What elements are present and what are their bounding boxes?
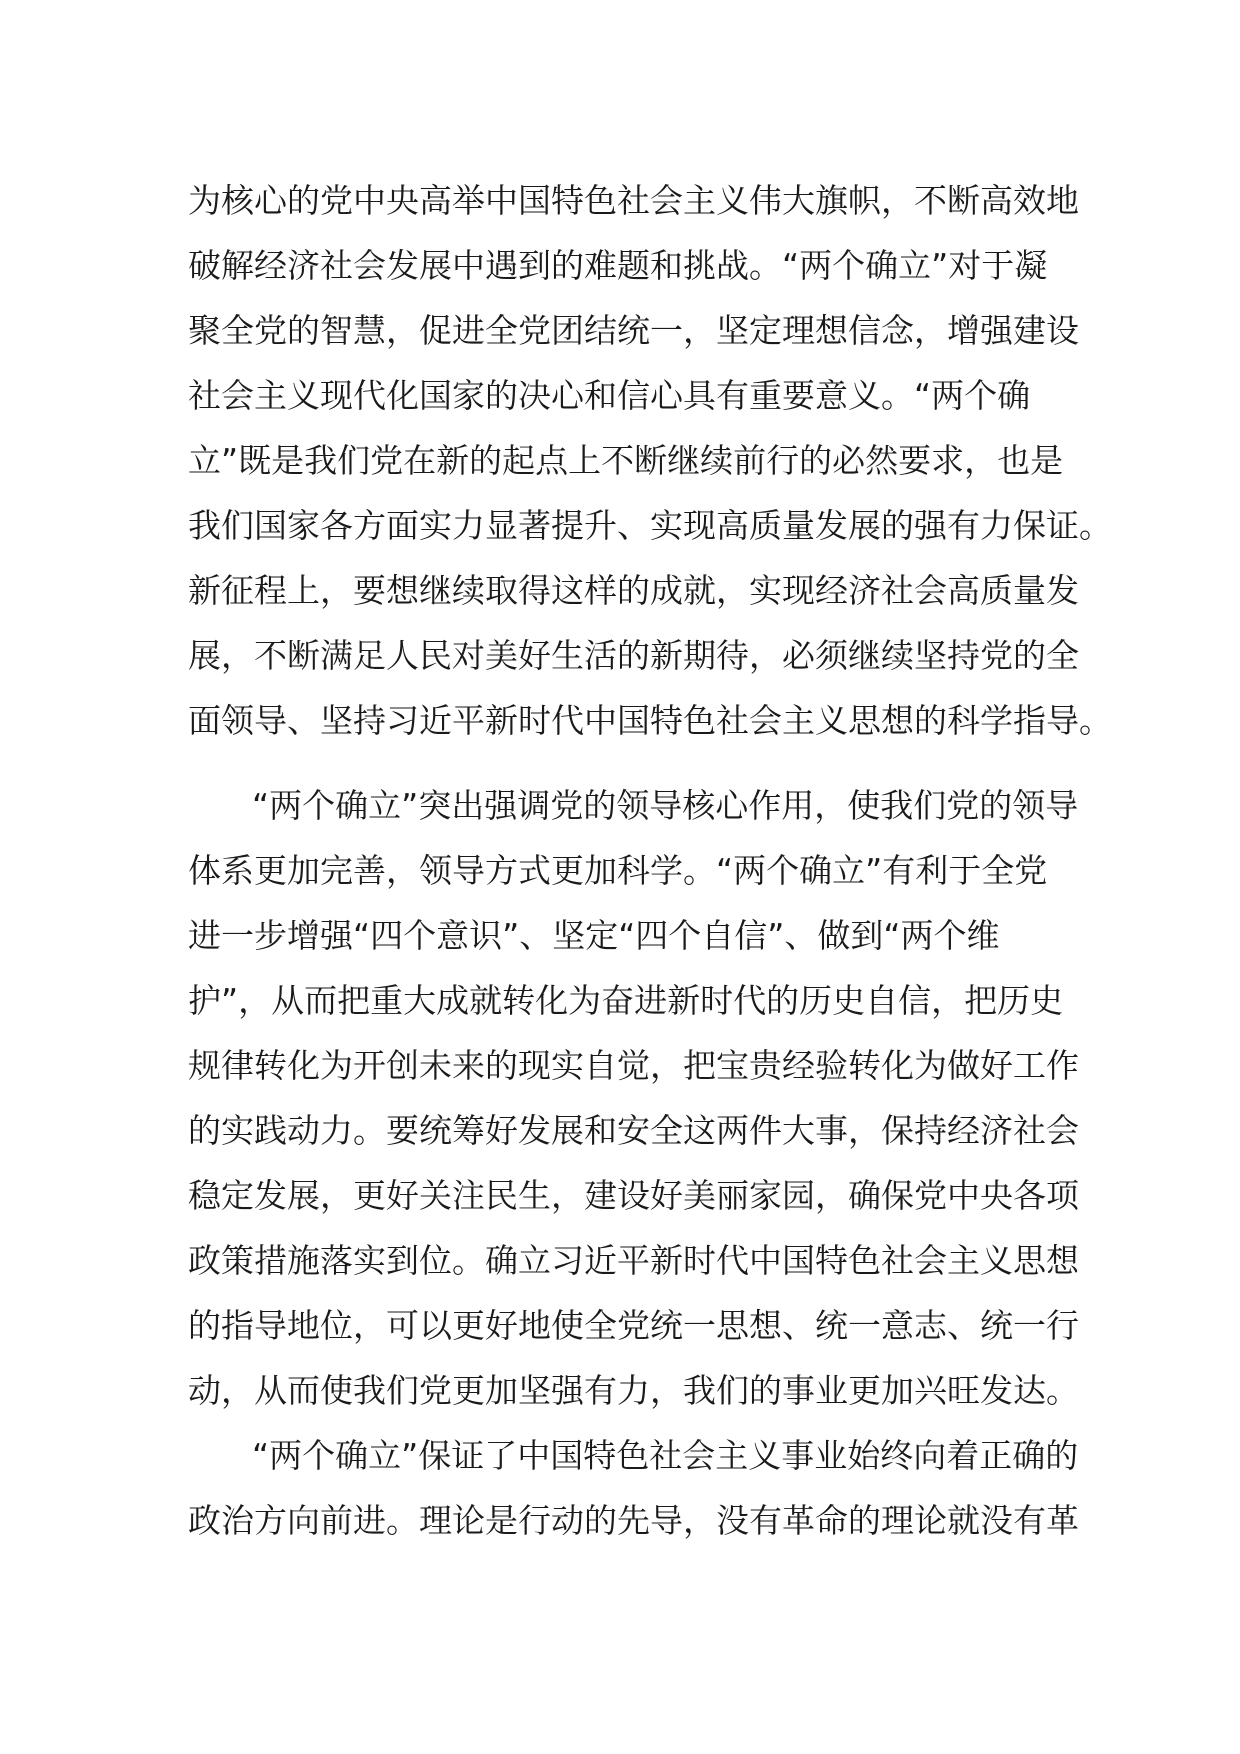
text-line: 稳定发展，更好关注民生，建设好美丽家园，确保党中央各项 (188, 1176, 1079, 1215)
text-line: 的实践动力。要统筹好发展和安全这两件大事，保持经济社会 (188, 1111, 1079, 1150)
paragraph-2 (188, 773, 1079, 1423)
text-line: 展，不断满足人民对美好生活的新期待，必须继续坚持党的全 (188, 636, 1079, 675)
paragraph-1 (188, 168, 1112, 753)
text-line: 我们国家各方面实力显著提升、实现高质量发展的强有力保证。 (188, 506, 1112, 545)
text-line: 社会主义现代化国家的决心和信心具有重要意义。“两个确 (188, 376, 1031, 415)
text-line: 动，从而使我们党更加坚强有力，我们的事业更加兴旺发达。 (188, 1371, 1079, 1410)
body-text (188, 168, 1112, 1553)
paragraph-gap (188, 753, 1068, 773)
paragraph-3 (188, 1423, 1079, 1553)
text-line: 的指导地位，可以更好地使全党统一思想、统一意志、统一行 (188, 1306, 1079, 1345)
text-line: 面领导、坚持习近平新时代中国特色社会主义思想的科学指导。 (188, 701, 1112, 740)
text-line: 政治方向前进。理论是行动的先导，没有革命的理论就没有革 (188, 1501, 1079, 1540)
text-line: 立”既是我们党在新的起点上不断继续前行的必然要求，也是 (188, 441, 1064, 480)
text-line: “两个确立”保证了中国特色社会主义事业始终向着正确的 (252, 1436, 1079, 1475)
text-line: 为核心的党中央高举中国特色社会主义伟大旗帜，不断高效地 (188, 181, 1079, 220)
text-line: 破解经济社会发展中遇到的难题和挑战。“两个确立”对于凝 (188, 246, 1048, 285)
text-line: 护”，从而把重大成就转化为奋进新时代的历史自信，把历史 (188, 981, 1064, 1020)
text-line: 规律转化为开创未来的现实自觉，把宝贵经验转化为做好工作 (188, 1046, 1079, 1085)
text-line: 聚全党的智慧，促进全党团结统一，坚定理想信念，增强建设 (188, 311, 1079, 350)
text-line: 新征程上，要想继续取得这样的成就，实现经济社会高质量发 (188, 571, 1079, 610)
text-line: 进一步增强“四个意识”、坚定“四个自信”、做到“两个维 (188, 916, 1000, 955)
text-line: 政策措施落实到位。确立习近平新时代中国特色社会主义思想 (188, 1241, 1079, 1280)
text-line: 体系更加完善，领导方式更加科学。“两个确立”有利于全党 (188, 851, 1048, 890)
text-line: “两个确立”突出强调党的领导核心作用，使我们党的领导 (252, 786, 1079, 825)
